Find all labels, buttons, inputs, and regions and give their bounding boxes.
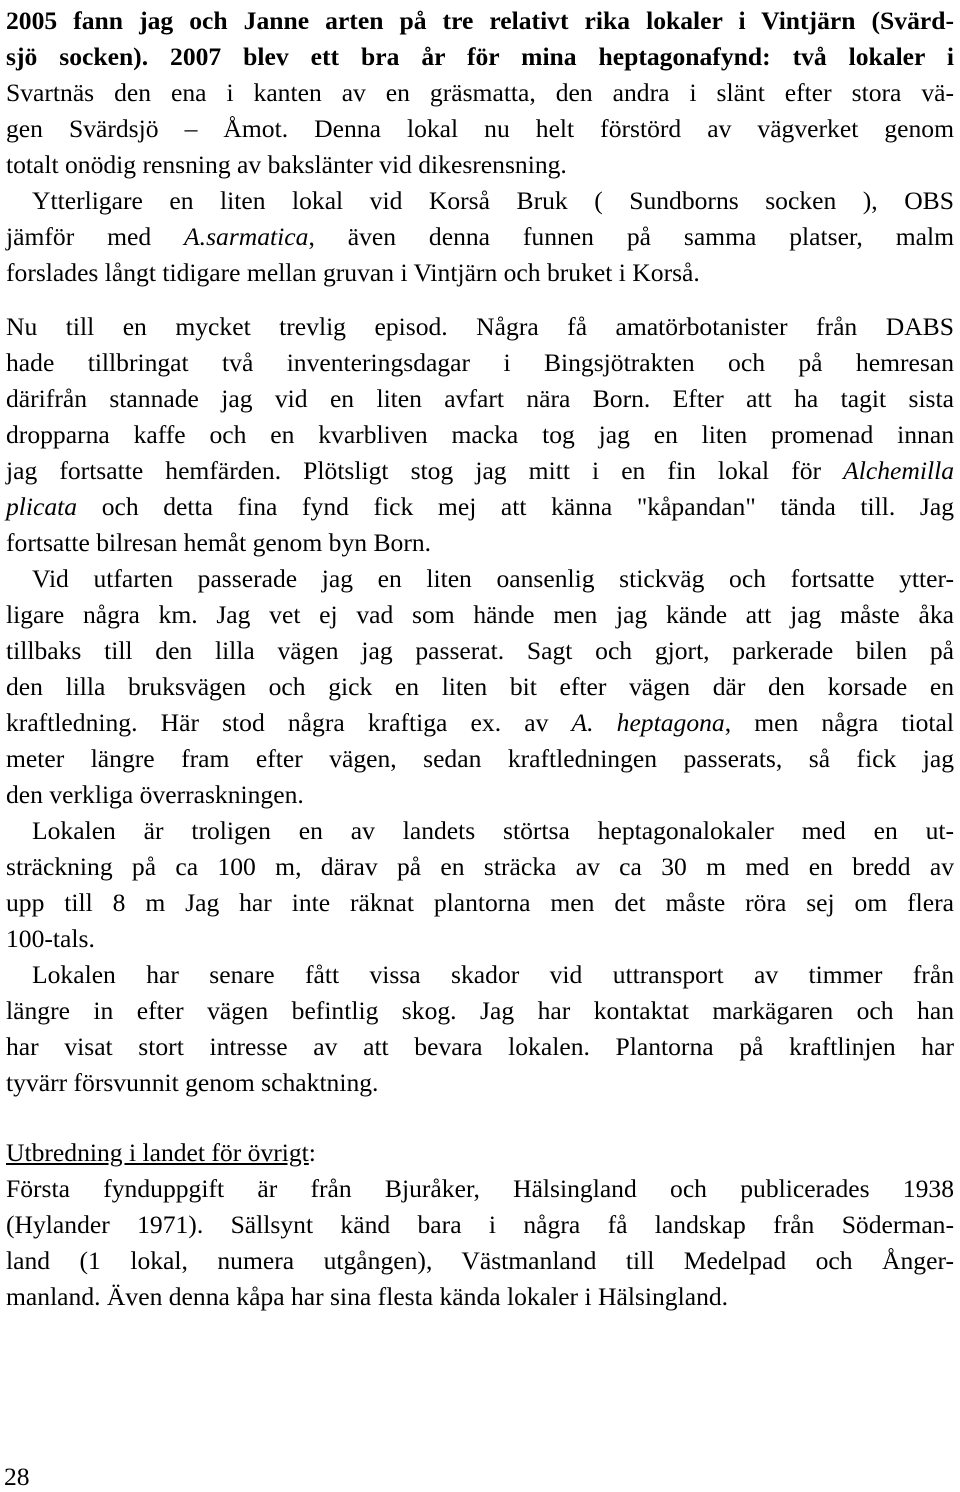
text-line: Första fynduppgift är från Bjuråker, Hälsingland och publicerades 1938 xyxy=(6,1174,954,1203)
text-run: kraftledning. Här stod några kraftiga ex. av xyxy=(6,708,572,737)
heading-colon: : xyxy=(308,1138,316,1167)
text-line xyxy=(6,489,954,525)
text-line: dropparna kaffe och en kvarbliven macka tog jag en liten promenad innan xyxy=(6,420,954,449)
text-line: upp till 8 m Jag har inte räknat plantorna men det måste röra sej om flera xyxy=(6,888,954,917)
text-run: Denna lokal nu helt förstörd av vägverket genom xyxy=(288,114,954,143)
section-heading: Utbredning i landet för övrigt xyxy=(6,1138,309,1167)
text-line xyxy=(6,705,954,741)
text-line xyxy=(6,111,954,147)
paragraph-2 xyxy=(6,309,954,561)
text-line: fortsatte bilresan hemåt genom byn Born. xyxy=(6,528,432,557)
text-line xyxy=(6,453,954,489)
text-line: hade tillbringat två inventeringsdagar i Bingsjötrakten och på hemresan xyxy=(6,348,954,377)
paragraph-1 xyxy=(6,3,954,291)
species-name: A. heptagona xyxy=(571,708,725,737)
text-line: forslades långt tidigare mellan gruvan i Vintjärn och bruket i Korså. xyxy=(6,258,700,287)
text-line: totalt onödig rensning av bakslänter vid dikesrensning. xyxy=(6,150,567,179)
text-line: 2005 fann jag och Janne arten på tre relativt rika lokaler i Vintjärn (Svärd- xyxy=(6,6,954,35)
text-line: Vid utfarten passerade jag en liten oansenlig stickväg och fortsatte ytter- xyxy=(32,564,954,593)
text-line: Lokalen är troligen en av landets störtsa heptagonalokaler med en ut- xyxy=(32,816,954,845)
text-line: tillbaks till den lilla vägen jag passerat. Sagt och gjort, parkerade bilen på xyxy=(6,636,954,665)
text-line: Svartnäs den ena i kanten av en gräsmatta, den andra i slänt efter stora vä- xyxy=(6,78,954,107)
species-name: Alchemilla xyxy=(843,456,954,485)
species-name: plicata xyxy=(6,492,78,521)
text-line: sträckning på ca 100 m, därav på en sträcka av ca 30 m med en bredd av xyxy=(6,852,954,881)
paragraph-gap xyxy=(6,291,954,309)
text-line: längre in efter vägen befintlig skog. Jag har kontaktat markägaren och han xyxy=(6,996,954,1025)
page-number: 28 xyxy=(4,1462,30,1491)
distribution-section xyxy=(6,1135,954,1315)
text-run: och detta fina fynd fick mej att känna "kåpandan" tända till. Jag xyxy=(77,492,954,521)
text-line: Lokalen har senare fått vissa skador vid uttransport av timmer från xyxy=(32,960,954,989)
text-line: Nu till en mycket trevlig episod. Några få amatörbotanister från DABS xyxy=(6,312,954,341)
text-line: Ytterligare en liten lokal vid Korså Bruk ( Sundborns socken ), OBS xyxy=(32,186,954,215)
section-heading-line xyxy=(6,1135,954,1171)
text-line: den verkliga överraskningen. xyxy=(6,780,304,809)
species-name: A.sarmatica xyxy=(184,222,309,251)
text-line: (Hylander 1971). Sällsynt känd bara i några få landskap från Söderman- xyxy=(6,1210,954,1239)
paragraph-3 xyxy=(6,561,954,813)
text-run: , men några tiotal xyxy=(724,708,954,737)
text-line xyxy=(6,219,954,255)
text-line: meter längre fram efter vägen, sedan kraftledningen passerats, så fick jag xyxy=(6,744,954,773)
text-line: sjö socken). 2007 blev ett bra år för mina heptagonafynd: två lokaler i xyxy=(6,42,954,71)
section-gap xyxy=(6,1101,954,1135)
text-run: jag fortsatte hemfärden. Plötsligt stog jag mitt i en fin lokal för xyxy=(6,456,844,485)
document-page xyxy=(6,0,954,1315)
paragraph-4 xyxy=(6,813,954,957)
text-run: , även denna funnen på samma platser, malm xyxy=(308,222,954,251)
text-line: den lilla bruksvägen och gick en liten bit efter vägen där den korsade en xyxy=(6,672,954,701)
paragraph-5 xyxy=(6,957,954,1101)
text-line: därifrån stannade jag vid en liten avfart nära Born. Efter att ha tagit sista xyxy=(6,384,954,413)
text-line: land (1 lokal, numera utgången), Västmanland till Medelpad och Ånger- xyxy=(6,1246,954,1275)
text-line: 100-tals. xyxy=(6,924,95,953)
text-run: gen Svärdsjö – Åmot. xyxy=(6,114,289,143)
text-line: ligare några km. Jag vet ej vad som hände men jag kände att jag måste åka xyxy=(6,600,954,629)
text-line: har visat stort intresse av att bevara lokalen. Plantorna på kraftlinjen har xyxy=(6,1032,954,1061)
text-run: jämför med xyxy=(6,222,185,251)
text-line: tyvärr försvunnit genom schaktning. xyxy=(6,1068,379,1097)
text-line: manland. Även denna kåpa har sina flesta kända lokaler i Hälsingland. xyxy=(6,1282,729,1311)
